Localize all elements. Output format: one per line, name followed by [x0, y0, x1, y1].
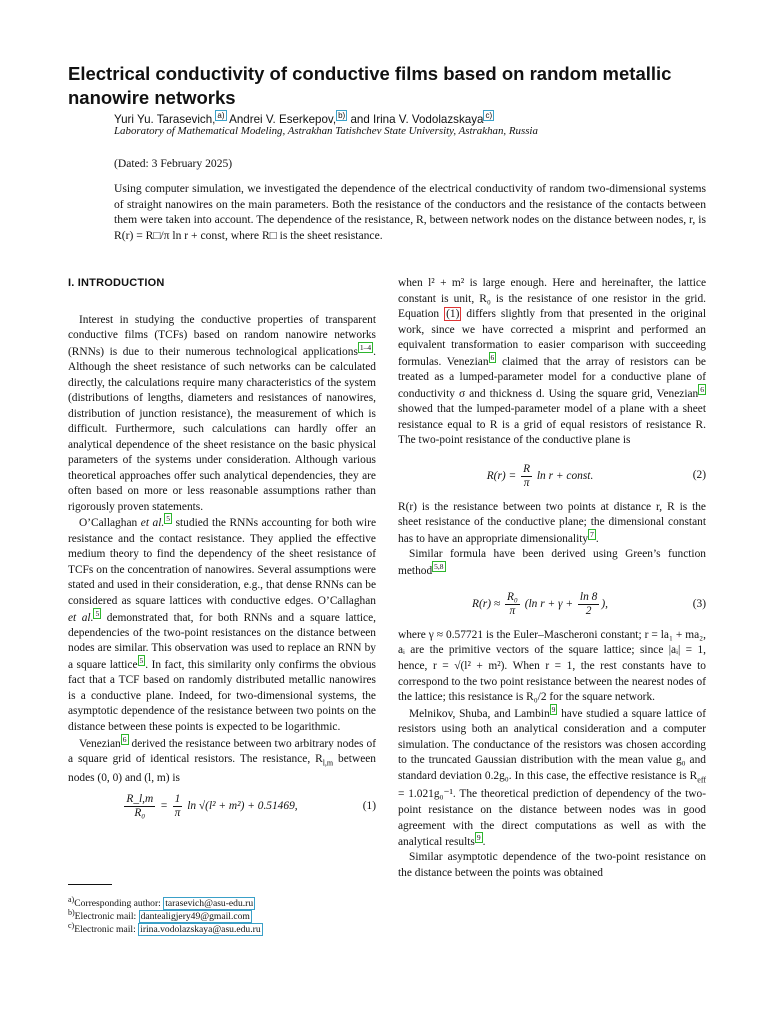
fraction: $\frac{\ln 8}{2}$	[579, 590, 598, 617]
section-heading: I. INTRODUCTION	[68, 277, 165, 289]
citation-link[interactable]: 7	[590, 529, 594, 539]
fraction: $\frac{R\_l,m}{\text{R₀}}$	[126, 793, 154, 820]
citation-link[interactable]: 5	[95, 608, 100, 618]
paragraph-6: Similar formula have been derived using Green’s function method $^{5,8}$	[398, 548, 706, 577]
dated-line: (Dated: 3 February 2025)	[114, 157, 233, 170]
paragraph-4: when l² + m² is large enough. Here and hereinafter, the lattice constant is unit, R₀ is the resistance of one resistor in the grid. Equation (1) differs slightly from that presented in the original work, since we have corrected a misprint and performed an equivalent transformation to easier comparison with succeeding formulas. Venezian $^6$ claimed that the array of resistors can be treated as a lumped-parameter model for a conductive plane of conductivity σ and thickness d. Using the square grid, Venezian $^6$ showed that the lumped-parameter model of a plane with a sheet resistance equal to R is a grid of equal resistors of resistance R. The two-point resistance of the conductive plane is	[398, 277, 706, 447]
email-link[interactable]: dantealigjery49@gmail.com	[140, 911, 250, 923]
paragraph-8: Melnikov, Shuba, and Lambin $^9$ have studied a square lattice of resistors using both an analytical consideration and a computer simulation. The conductance of the resistors was chosen according to the truncated Gaussian distribution with the mean value g₀ and standard deviation 0.2g₀. In this case, the effective resistance is $R_{eff} = 1.021g_0^{-1}$. The theoretical prediction of dependency of the two-point resistance on the distance between nodes was in good agreement with the direct computations as well as with the analytical results $^9$ .	[398, 704, 706, 848]
footnote-b: $^{b)}$Electronic mail: dantealigjery49@gmail.com	[68, 908, 250, 923]
citation-link[interactable]: 9	[551, 704, 556, 714]
equation-3: R(r) ≈ $\frac{\text{R₀}}{\pi}$ (ln r + γ + $\frac{\ln 8}{2}$ ), (3)	[472, 590, 706, 617]
paper-title: Electrical conductivity of conductive films based on random metallic nanowire networks	[68, 63, 672, 108]
paragraph-7: where γ ≈ 0.57721 is the Euler–Mascheroni constant; r = la₁ + ma₂, aᵢ are the primitive vectors of the square lattice; since |aᵢ| = 1, hence, r = √(l² + m²). When r = 1, the rest constants have to correspond to the two point resistance between the nearest nodes of the lattice; this resistance is R₀/2 for the square network.	[398, 628, 706, 704]
right-column	[398, 276, 706, 882]
equation-number: (1)	[362, 799, 376, 812]
paragraph-2: O’Callaghan et al. $^5$ studied the RNNs accounting for both wire resistance and the contact resistance. They applied the effective medium theory to find the dependency of the sheet resistance of TCFs on the concentration of nanowires. Several assumptions were stated and used in their consideration, e.g., that dense RNNs can be considered as square lattices with conductive edges. O’Callaghan et al. $^5$ demonstrated that, for both RNNs and a square lattice, dependencies of the two-point resistances on the distance between nodes are similar. This observation was used to replace an RNN by a square lattice $^5$ . In fact, this similarity only confirms the obvious fact that a TCF based on randomly distributed metallic nanowires is a conductive plane. Indeed, for two-dimensional systems, the asymptotic dependence of the resistance between two points on the distance between these points is expected to be logarithmic.	[68, 514, 377, 733]
email-link[interactable]: tarasevich@asu-edu.ru	[165, 898, 254, 910]
citation-link[interactable]: 6	[122, 734, 127, 744]
citation-link[interactable]: 9	[476, 833, 481, 843]
equation-2: R(r) = $\frac{R}{\pi}$ ln r + const. (2)	[486, 462, 706, 489]
affiliation: Laboratory of Mathematical Modeling, Astrakhan Tatishchev State University, Astrakhan, Russia	[114, 125, 538, 137]
footnote-mark-c[interactable]: c)	[485, 111, 493, 120]
citation-link[interactable]: 6	[490, 352, 495, 362]
author-2: Andrei V. Eserkepov,	[226, 112, 337, 126]
equation-1: $\frac{R\_l,m}{\text{R₀}}$ = $\frac{1}{\pi}$ ln √(l² + m²) + 0.51469, (1)	[126, 793, 376, 820]
fraction: $\frac{1}{\pi}$	[174, 793, 181, 820]
fraction: $\frac{\text{R₀}}{\pi}$	[506, 590, 518, 617]
citation-link[interactable]: 6	[700, 384, 704, 394]
footnote-mark-a[interactable]: a)	[217, 111, 225, 120]
footnote-c: $^{c)}$Electronic mail: irina.vodolazskaya@asu.edu.ru	[68, 921, 261, 936]
citation-link[interactable]: 1–4	[359, 342, 372, 352]
author-1: Yuri Yu. Tarasevich,	[114, 112, 216, 126]
equation-number: (3)	[692, 597, 706, 610]
paragraph-9: Similar asymptotic dependence of the two-point resistance on the distance between the points was obtained	[398, 851, 706, 880]
equation-link[interactable]: (1)	[446, 308, 460, 321]
left-column	[68, 276, 376, 828]
citation-link[interactable]: 5,8	[434, 561, 444, 571]
citation-link[interactable]: 5	[139, 655, 144, 665]
abstract: Using computer simulation, we investigated the dependence of the electrical conductivity of random two-dimensional systems of straight nanowires on the main parameters. Both the resistance of the conductors and the resistance of the contacts between them were taken into account. The dependence of the resistance, R, between network nodes on the distance between nodes, r, is R(r) = R□/π ln r + const, where R□ is the sheet resistance.	[114, 182, 706, 242]
paragraph-5: R(r) is the resistance between two points at distance r, R is the sheet resistance of the conductive plane; the dimensional constant has to have an appropriate dimensionality $^7$ .	[398, 500, 706, 545]
fraction: $\frac{R}{\pi}$	[523, 462, 531, 489]
author-3: and Irina V. Vodolazskaya	[347, 112, 484, 126]
paragraph-3: Venezian $^6$ derived the resistance between two arbitrary nodes of a square grid of identical resistors. The resistance, $R_{l,m}$ between nodes (0, 0) and (l, m) is	[68, 734, 377, 784]
footnote-a: $^{a)}$Corresponding author: tarasevich@asu-edu.ru	[68, 895, 254, 910]
footnote-mark-b[interactable]: b)	[338, 111, 346, 120]
email-link[interactable]: irina.vodolazskaya@asu.edu.ru	[140, 924, 261, 936]
equation-number: (2)	[692, 469, 706, 482]
citation-link[interactable]: 5	[166, 514, 171, 524]
footnote-rule	[68, 884, 112, 885]
paragraph-1: Interest in studying the conductive properties of transparent conductive films (TCFs) based on random nanowire networks (RNNs) is due to their numerous technological applications $^{1-4}$ . Although the sheet resistance of such networks can be calculated directly, the calculations require many characteristics of the system (distributions of lengths, diameters and resistances of nanowires, distribution of junction resistance), the measurement of which is difficult. Furthermore, such calculations can hardly offer an analytical dependence of the sheet resistance on the basic physical parameters of the systems under consideration. Although various theoretical approaches offer such analytical dependencies, they are often based on more or less reasonable assumptions rather than rigorously proven statements.	[68, 313, 376, 513]
